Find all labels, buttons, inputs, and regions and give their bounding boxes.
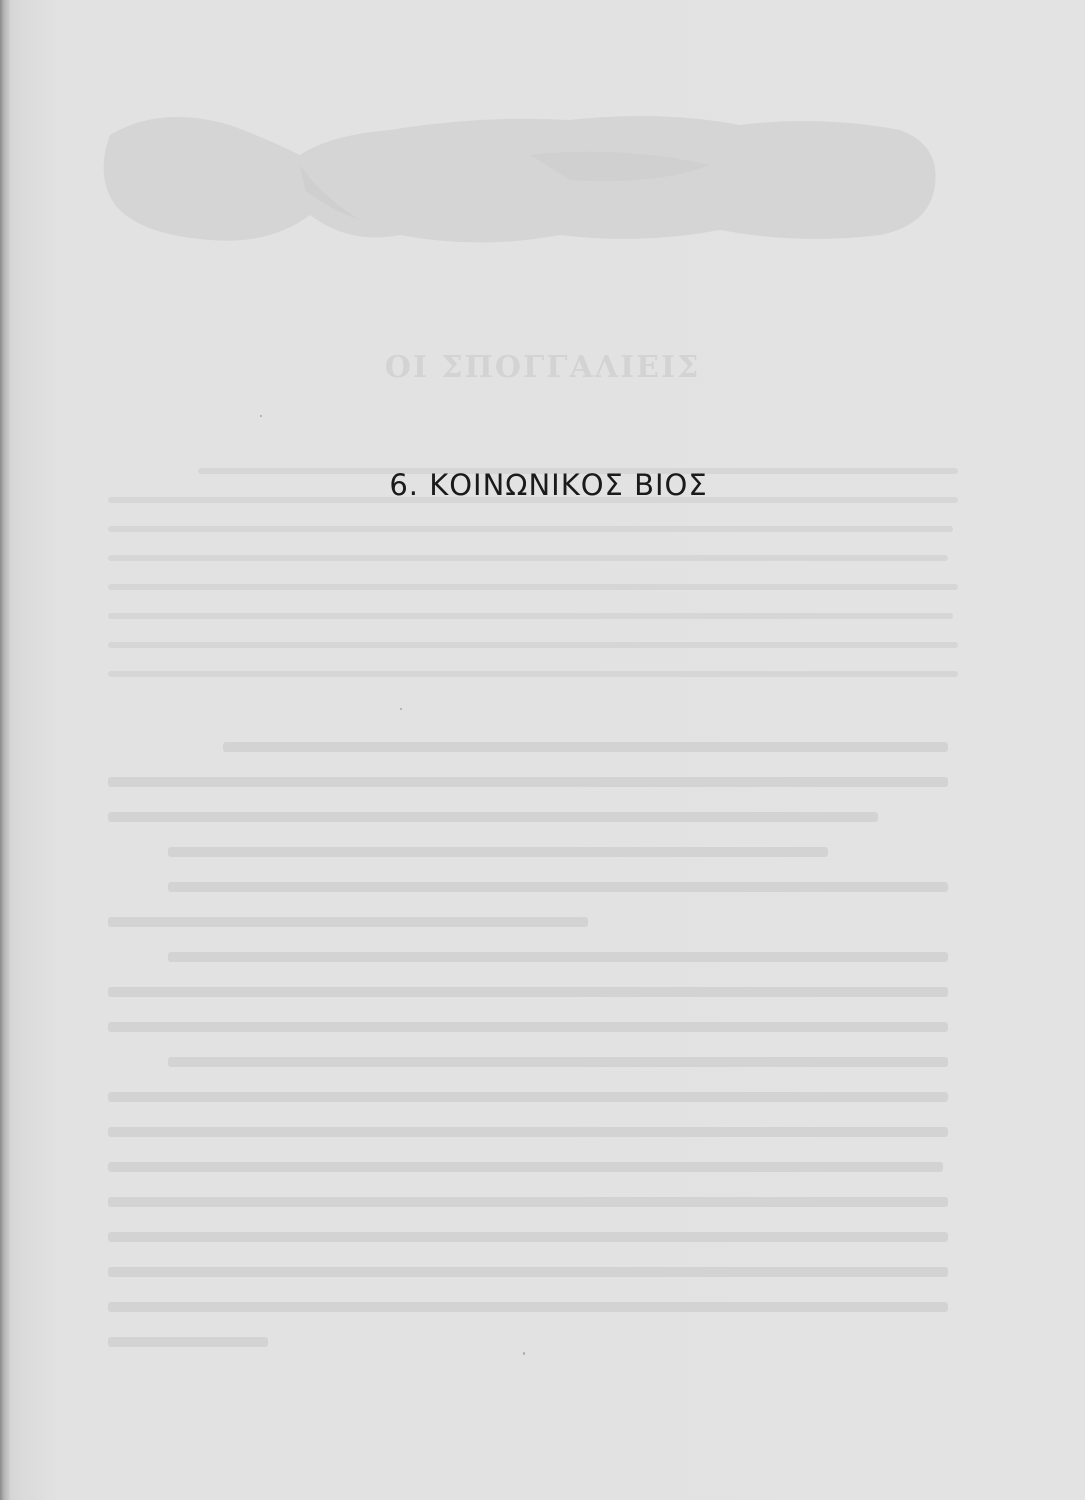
bleed-through-illustration <box>100 95 945 255</box>
bleed-through-heading: ΟΙ ΣΠΟΓΓΑΛΙΕΙΣ <box>384 350 701 385</box>
dust-speck <box>260 415 262 417</box>
dust-speck <box>523 1352 525 1355</box>
page-binding-edge <box>0 0 10 1500</box>
dust-speck <box>400 708 402 710</box>
bleed-through-text-lower <box>108 742 958 1372</box>
chapter-title: 6. ΚΟΙΝΩΝΙΚΟΣ ΒΙΟΣ <box>389 468 708 502</box>
bleed-through-text-upper <box>108 468 958 700</box>
